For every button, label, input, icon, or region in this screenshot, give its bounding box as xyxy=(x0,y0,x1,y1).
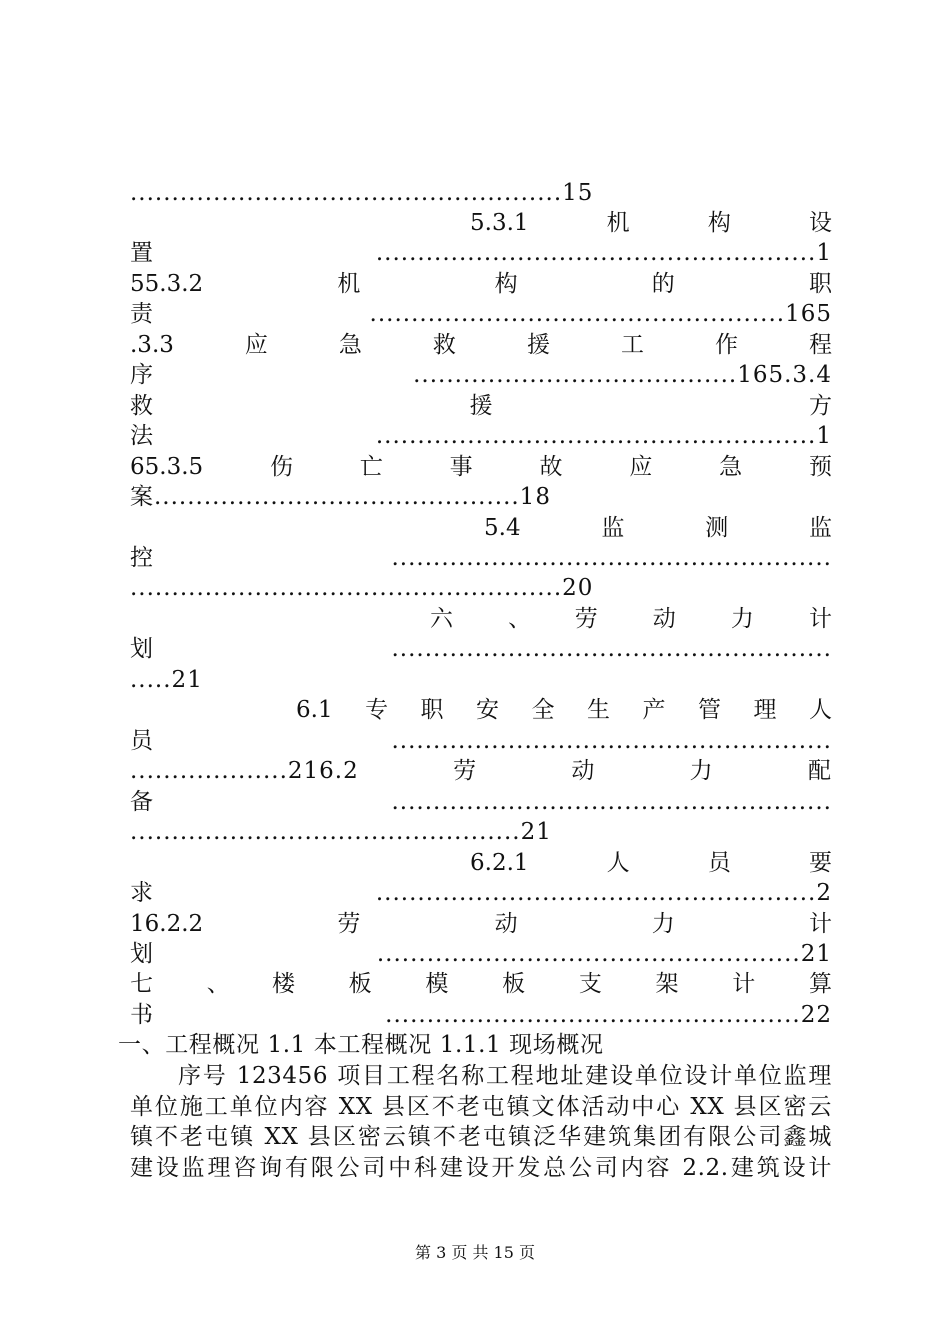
toc-line: 求.....................................................2 xyxy=(130,880,832,906)
section-heading: 一、工程概况 1.1 本工程概况 1.1.1 现场概况 xyxy=(118,1032,604,1058)
toc-line: 六 、 劳 动 力 计 xyxy=(430,606,832,632)
toc-line: 划 ...................................................21 xyxy=(130,941,832,967)
toc-line: ....................................................20 xyxy=(130,575,594,601)
toc-line: 6.1 专 职 安 全 生 产 管 理 人 xyxy=(296,697,832,723)
toc-line: 案............................................18 xyxy=(130,484,551,510)
toc-line: 控..................................................... xyxy=(130,545,832,571)
paragraph-line: 单位施工单位内容 XX 县区不老屯镇文体活动中心 XX 县区密云 xyxy=(130,1094,832,1120)
toc-line: ...................216.2 劳 动 力 配 xyxy=(130,758,832,784)
toc-line: .....21 xyxy=(130,667,203,693)
toc-line: ...............................................21 xyxy=(130,819,552,845)
toc-line: 七 、 楼 板 模 板 支 架 计 算 xyxy=(130,971,832,997)
toc-line: 16.2.2 劳 动 力 计 xyxy=(130,911,832,937)
toc-line: 6.2.1 人 员 要 xyxy=(470,850,832,876)
toc-line: 置.....................................................1 xyxy=(130,240,832,266)
toc-line: 救 援 方 xyxy=(130,393,832,419)
toc-line: 55.3.2 机 构 的 职 xyxy=(130,271,832,297)
toc-line: 5.4 监 测 监 xyxy=(484,515,832,541)
paragraph-line: 序号 123456 项目工程名称工程地址建设单位设计单位监理 xyxy=(178,1063,832,1089)
paragraph-line: 建设监理咨询有限公司中科建设开发总公司内容 2.2.建筑设计 xyxy=(130,1155,832,1181)
page-footer: 第 3 页 共 15 页 xyxy=(415,1243,535,1262)
toc-line: ....................................................15 xyxy=(130,180,594,206)
toc-line: 备..................................................... xyxy=(130,789,832,815)
toc-line: 65.3.5 伤 亡 事 故 应 急 预 xyxy=(130,454,832,480)
toc-line: 5.3.1 机 构 设 xyxy=(470,210,832,236)
toc-line: .3.3 应 急 救 援 工 作 程 xyxy=(130,332,832,358)
toc-line: 员..................................................... xyxy=(130,728,832,754)
paragraph-line: 镇不老屯镇 XX 县区密云镇不老屯镇泛华建筑集团有限公司鑫城 xyxy=(130,1124,832,1150)
toc-line: 责..................................................165 xyxy=(130,301,832,327)
toc-line: 法.....................................................1 xyxy=(130,423,832,449)
toc-line: 序 .......................................165.3.4 xyxy=(130,362,832,388)
toc-line: 划..................................................... xyxy=(130,636,832,662)
toc-line: 书 ..................................................22 xyxy=(130,1002,832,1028)
